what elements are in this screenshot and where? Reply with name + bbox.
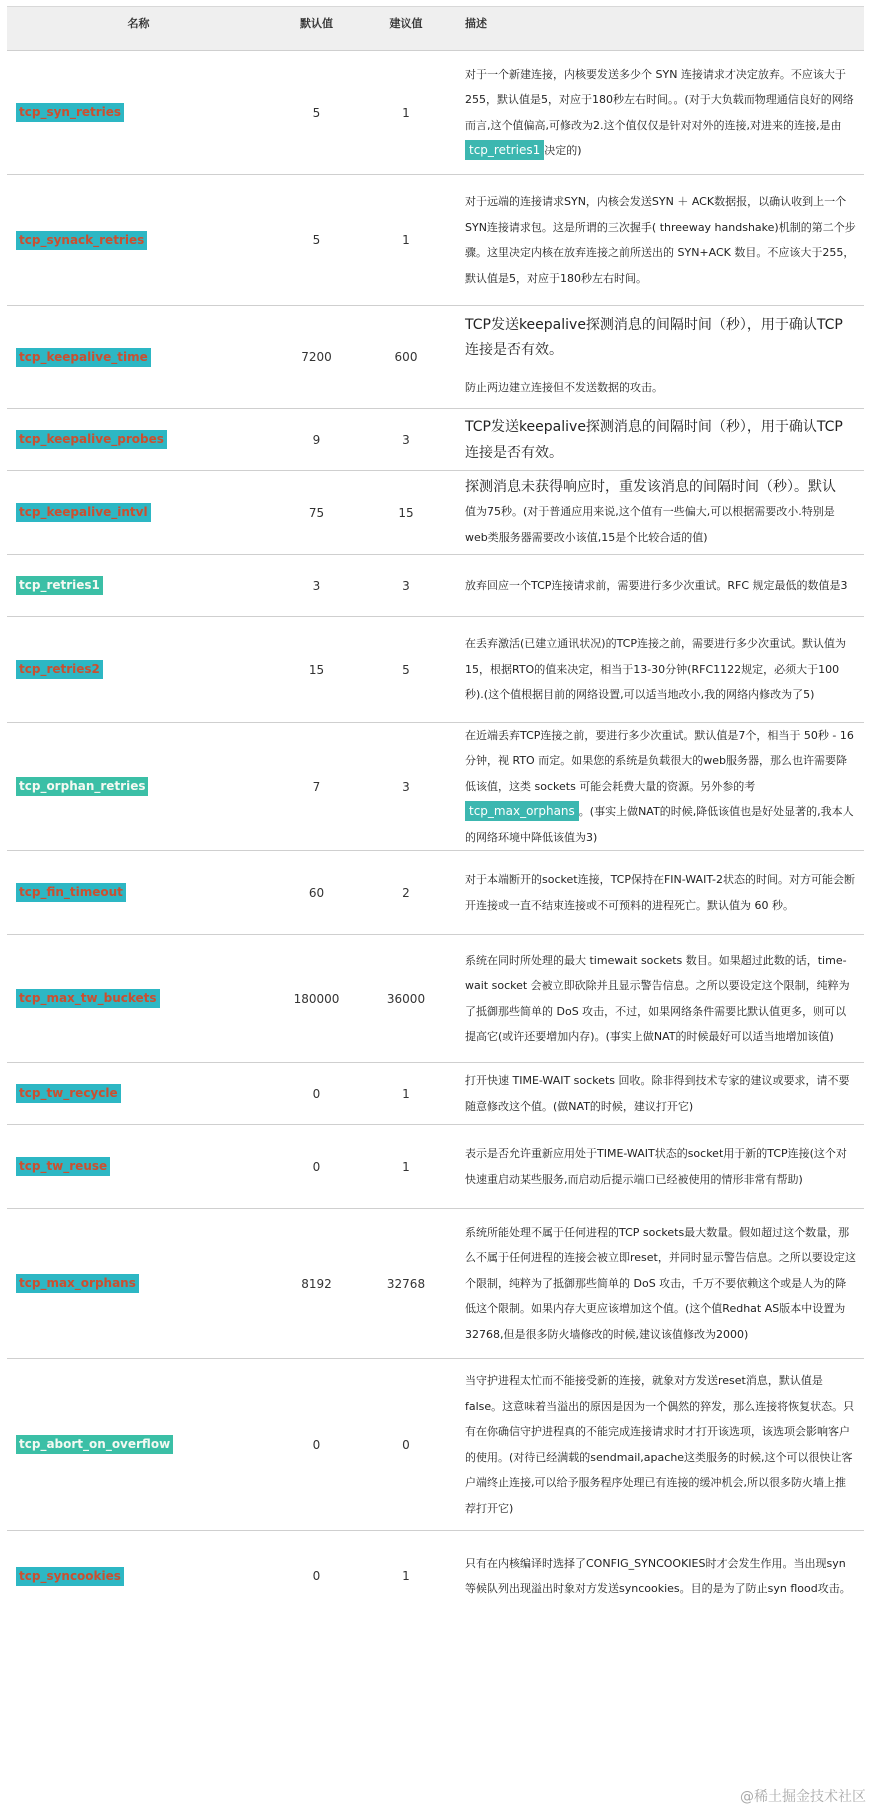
description: 当守护进程太忙而不能接受新的连接，就象对方发送reset消息，默认值是false。这意味着当溢出的原因是因为一个偶然的猝发，那么连接将恢复状态。只有在你确信守护进程真的不能完成连接请求时才打开该选项，该选项会影响客户的使用。(对待已经满载的sendmail,apache这类服务的时候,这个可以很快让客户端终止连接,可以给予服务程序处理已有连接的缓冲机会,所以很多防火墙上推荐打开它) [465,1374,855,1515]
suggest-value: 32768 [386,1276,426,1291]
suggest-value: 5 [402,662,410,677]
param-name: tcp_keepalive_intvl [16,503,151,522]
default-value: 0 [312,1086,321,1101]
param-name: tcp_fin_timeout [16,883,126,902]
table-row [7,1359,864,1531]
default-value: 8192 [301,1276,332,1291]
description: 系统所能处理不属于任何进程的TCP sockets最大数量。假如超过这个数量，那么不属于任何进程的连接会被立即reset，并同时显示警告信息。之所以要设定这个限制，纯粹为了抵御那些简单的 DoS 攻击，千万不要依赖这个或是人为的降低这个限制。如果内存大更应该增加这个值。(这个值Redhat AS版本中设置为32768,但是很多防火墙修改的时候,建议该值修改为2000) [465,1225,856,1341]
suggest-value: 0 [402,1437,410,1452]
default-value: 3 [312,578,321,593]
description: 探测消息未获得响应时，重发该消息的间隔时间（秒）。默认 值为75秒。(对于普通应用来说,这个值有一些偏大,可以根据需要改小.特别是web类服务器需要改小该值,15是个比较合适的值) [465,479,836,544]
suggest-value: 3 [402,432,410,447]
table-row [7,1209,864,1359]
default-value: 7 [312,779,321,794]
suggest-value: 36000 [386,991,426,1006]
suggest-value: 1 [402,1159,410,1174]
sysctl-table [7,6,864,1621]
header-default: 默认值 [300,17,333,30]
description: 只有在内核编译时选择了CONFIG_SYNCOOKIES时才会发生作用。当出现syn等候队列出现溢出时象对方发送syncookies。目的是为了防止syn flood攻击。 [465,1556,851,1595]
default-value: 5 [312,105,321,120]
linked-param-tag: tcp_retries1 [465,140,544,160]
default-value: 0 [312,1569,321,1583]
description: 对于一个新建连接，内核要发送多少个 SYN 连接请求才决定放弃。不应该大于255，默认值是5，对应于180秒左右时间。。(对于大负载而物理通信良好的网络而言,这个值偏高,可修改为2.这个值仅仅是针对对外的连接,对进来的连接,是由tcp_retries1 决定的) [449,51,864,174]
table-row [7,723,864,851]
table-row [7,471,864,555]
table-row [7,409,864,471]
description: 放弃回应一个TCP连接请求前，需要进行多少次重试。RFC 规定最低的数值是3 [465,578,848,592]
suggest-value: 1 [402,1086,410,1101]
param-name: tcp_tw_recycle [16,1084,121,1103]
description: TCP发送keepalive探测消息的间隔时间（秒），用于确认TCP连接是否有效。 防止两边建立连接但不发送数据的攻击。 [465,317,843,395]
table-row [7,935,864,1063]
default-value: 75 [308,505,325,520]
default-value: 60 [308,885,325,900]
suggest-value: 1 [402,1569,410,1583]
suggest-value: 3 [402,578,410,593]
description: 在近端丢弃TCP连接之前，要进行多少次重试。默认值是7个，相当于 50秒 - 16分钟，视 RTO 而定。如果您的系统是负载很大的web服务器，那么也许需要降低该值，这类 sockets 可能会耗费大量的资源。另外参的考tcp_max_orphans 。(事实上做NAT的时候,降低该值也是好处显著的,我本人的网络环境中降低该值为3) [465,728,854,844]
description: 表示是否允许重新应用处于TIME-WAIT状态的socket用于新的TCP连接(这个对快速重启动某些服务,而启动后提示端口已经被使用的情形非常有帮助) [465,1147,847,1186]
table-row [7,175,864,306]
description: 打开快速 TIME-WAIT sockets 回收。除非得到技术专家的建议或要求，请不要随意修改这个值。(做NAT的时候，建议打开它) [465,1074,850,1113]
param-name: tcp_orphan_retries [16,777,148,796]
table-row [7,555,864,617]
default-value: 5 [312,233,321,247]
param-name: tcp_retries1 [16,576,103,595]
suggest-value: 600 [394,350,418,364]
param-name: tcp_tw_reuse [16,1157,110,1176]
param-name: tcp_syncookies [16,1567,124,1586]
suggest-value: 2 [402,885,410,900]
header-suggest: 建议值 [389,17,423,30]
table-row [7,851,864,935]
table-row [7,617,864,723]
param-name: tcp_abort_on_overflow [16,1435,173,1454]
default-value: 7200 [301,350,332,364]
description: TCP发送keepalive探测消息的间隔时间（秒），用于确认TCP连接是否有效。 [465,418,843,461]
table-row [7,1063,864,1125]
description: 系统在同时所处理的最大 timewait sockets 数目。如果超过此数的话，time-wait socket 会被立即砍除并且显示警告信息。之所以要设定这个限制，纯粹为了抵御那些简单的 DoS 攻击，不过，如果网络条件需要比默认值更多，则可以提高它(或许还要增加内存)。(事实上做NAT的时候最好可以适当地增加该值) [465,953,850,1043]
param-name: tcp_retries2 [16,660,103,679]
table-row [7,1531,864,1621]
table-row [7,306,864,409]
header-name: 名称 [127,17,150,30]
default-value: 9 [312,432,321,447]
param-name: tcp_max_tw_buckets [16,989,160,1008]
description: 对于本端断开的socket连接，TCP保持在FIN-WAIT-2状态的时间。对方可能会断开连接或一直不结束连接或不可预料的进程死亡。默认值为 60 秒。 [465,873,855,912]
default-value: 15 [308,662,325,677]
suggest-value: 15 [398,505,414,520]
default-value: 0 [312,1159,321,1174]
default-value: 180000 [293,991,340,1006]
suggest-value: 1 [402,105,410,120]
linked-param-tag: tcp_max_orphans [465,801,579,821]
header-desc: 描述 [465,17,487,30]
table-row [7,51,864,175]
description: 在丢弃激活(已建立通讯状况)的TCP连接之前，需要进行多少次重试。默认值为15，根据RTO的值来决定，相当于13-30分钟(RFC1122规定，必须大于100秒).(这个值根据目前的网络设置,可以适当地改小,我的网络内修改为了5) [465,637,846,702]
suggest-value: 1 [402,233,410,247]
param-name: tcp_keepalive_probes [16,430,167,449]
table-header [7,6,864,51]
table-row [7,1125,864,1209]
param-name: tcp_syn_retries [16,103,124,122]
param-name: tcp_max_orphans [16,1274,139,1293]
suggest-value: 3 [402,779,410,794]
default-value: 0 [312,1437,321,1452]
description: 对于远端的连接请求SYN，内核会发送SYN ＋ ACK数据报，以确认收到上一个 SYN连接请求包。这是所谓的三次握手( threeway handshake)机制的第二个步骤。这里决定内核在放弃连接之前所送出的 SYN+ACK 数目。不应该大于255，默认值是5，对应于180秒左右时间。 [465,195,856,285]
param-name: tcp_synack_retries [16,231,147,250]
param-name: tcp_keepalive_time [16,348,151,367]
watermark: @稀土掘金技术社区 [740,1789,866,1805]
